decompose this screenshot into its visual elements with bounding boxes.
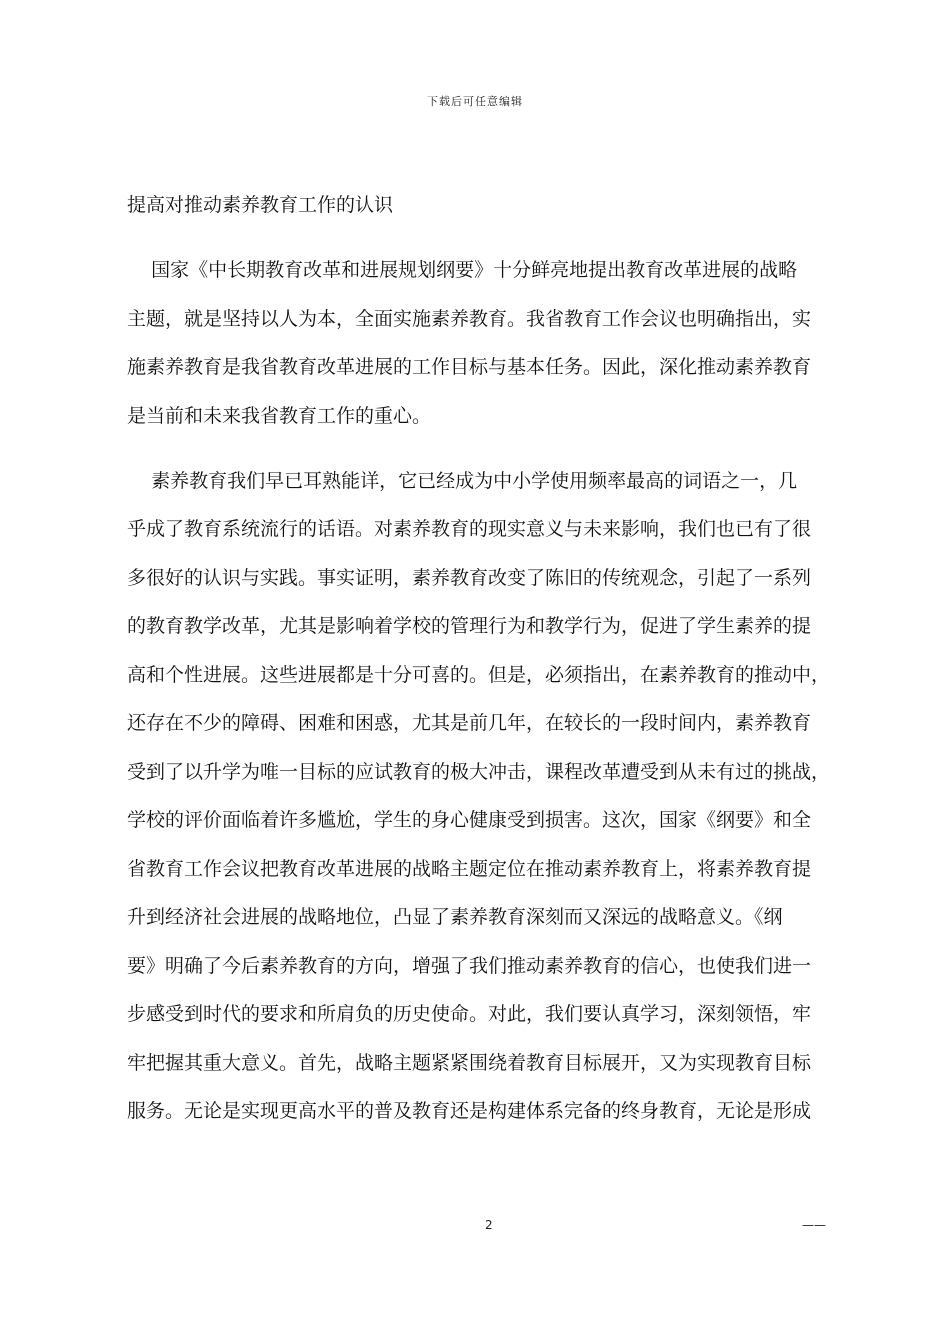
paragraph-2-line-4: 的教育教学改革，尤其是影响着学校的管理行为和教学行为，促进了学生素养的提 [127, 615, 812, 637]
paragraph-2-line-3: 多很好的认识与实践。事实证明，素养教育改变了陈旧的传统观念，引起了一系列 [127, 567, 812, 589]
paragraph-1-line-3: 施素养教育是我省教育改革进展的工作目标与基本任务。因此，深化推动素养教育 [127, 356, 812, 378]
paragraph-2-line-8: 学校的评价面临着许多尴尬，学生的身心健康受到损害。这次，国家《纲要》和全 [127, 809, 812, 831]
paragraph-2-line-1: 素养教育我们早已耳熟能详，它已经成为中小学使用频率最高的词语之一，几 [127, 470, 798, 492]
document-title: 提高对推动素养教育工作的认识 [127, 194, 394, 216]
paragraph-1-line-4: 是当前和未来我省教育工作的重心。 [127, 405, 432, 427]
paragraph-2-line-5: 高和个性进展。这些进展都是十分可喜的。但是，必须指出，在素养教育的推动中， [127, 664, 831, 686]
paragraph-1-line-1: 国家《中长期教育改革和进展规划纲要》十分鲜亮地提出教育改革进展的战略 [127, 259, 798, 281]
paragraph-2-line-12: 步感受到时代的要求和所肩负的历史使命。对此，我们要认真学习，深刻领悟，牢 [127, 1003, 812, 1025]
paragraph-2-line-10: 升到经济社会进展的战略地位，凸显了素养教育深刻而又深远的战略意义。《纲 [127, 906, 783, 928]
paragraph-2-line-13: 牢把握其重大意义。首先，战略主题紧紧围绕着教育目标展开，又为实现教育目标 [127, 1052, 812, 1074]
paragraph-2-line-6: 还存在不少的障碍、困难和困惑，尤其是前几年，在较长的一段时间内，素养教育 [127, 712, 812, 734]
footer-dash: —— [802, 1218, 826, 1232]
page-header: 下载后可任意编辑 [427, 95, 523, 108]
paragraph-2-line-9: 省教育工作会议把教育改革进展的战略主题定位在推动素养教育上，将素养教育提 [127, 858, 812, 880]
paragraph-2-line-11: 要》明确了今后素养教育的方向，增强了我们推动素养教育的信心，也使我们进一 [127, 955, 812, 977]
page-number: 2 [485, 1218, 493, 1232]
paragraph-2-line-7: 受到了以升学为唯一目标的应试教育的极大冲击，课程改革遭受到从未有过的挑战， [127, 761, 831, 783]
paragraph-1-line-2: 主题，就是坚持以人为本，全面实施素养教育。我省教育工作会议也明确指出，实 [127, 308, 812, 330]
paragraph-2-line-14: 服务。无论是实现更高水平的普及教育还是构建体系完备的终身教育，无论是形成 [127, 1100, 812, 1122]
paragraph-2-line-2: 乎成了教育系统流行的话语。对素养教育的现实意义与未来影响，我们也已有了很 [127, 518, 812, 540]
